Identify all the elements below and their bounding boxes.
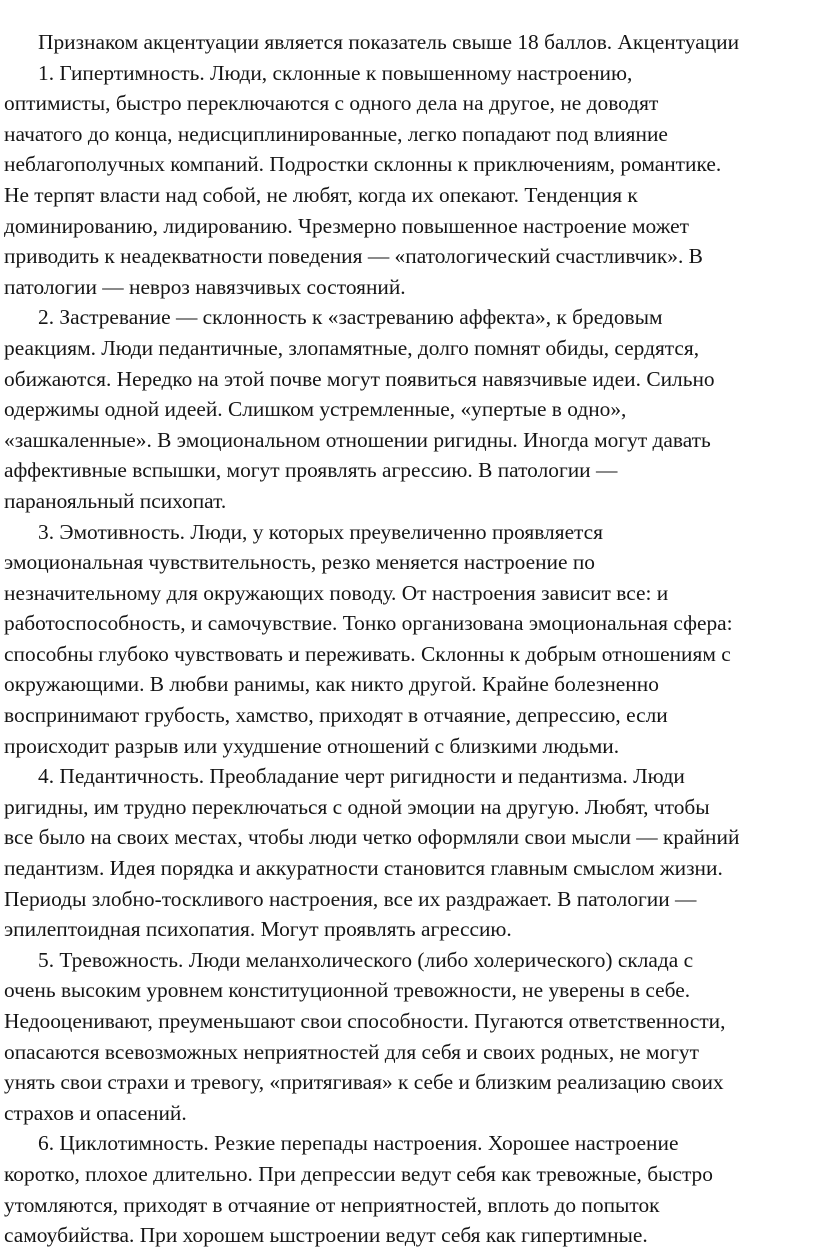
text-line: патологии — невроз навязчивых состояний.	[4, 274, 406, 299]
text-line: доминированию, лидированию. Чрезмерно повышенное настроение может	[4, 213, 690, 238]
text-line: 5. Тревожность. Люди меланхолического (либо холерического) склада с	[38, 947, 694, 972]
text-line: 4. Педантичность. Преобладание черт ригидности и педантизма. Люди	[38, 764, 685, 789]
text-line: 3. Эмотивность. Люди, у которых преувеличенно проявляется	[38, 519, 604, 544]
text-line: самоубийства. При хорошем ьшстроении ведут себя как гипертимные.	[4, 1223, 648, 1248]
text-line: утомляются, приходят в отчаяние от неприятностей, вплоть до попыток	[4, 1192, 660, 1217]
text-line: унять свои страхи и тревогу, «притягивая» к себе и близким реализацию своих	[4, 1070, 724, 1095]
paragraph-4	[0, 761, 816, 945]
intro-paragraph	[0, 27, 816, 58]
text-line: Признаком акцентуации является показатель свыше 18 баллов. Акцентуации	[38, 30, 740, 54]
text-line: Недооценивают, преуменьшают свои способности. Пугаются ответственности,	[4, 1009, 726, 1033]
paragraph-2	[0, 302, 816, 516]
text-line: способны глубоко чувствовать и переживать. Склонны к добрым отношениям с	[4, 641, 731, 666]
text-line: 6. Циклотимность. Резкие перепады настроения. Хорошее настроение	[38, 1131, 679, 1156]
text-line: аффективные вспышки, могут проявлять агрессию. В патологии —	[4, 458, 618, 483]
text-line: оптимисты, быстро переключаются с одного дела на другое, не доводят	[4, 91, 659, 116]
text-line: педантизм. Идея порядка и аккуратности становится главным смыслом жизни.	[4, 856, 723, 881]
text-line: 1. Гипертимность. Люди, склонные к повышенному настроению,	[38, 60, 633, 85]
text-line: окружающими. В любви ранимы, как никто другой. Крайне болезненно	[4, 672, 659, 697]
text-line: одержимы одной идеей. Слишком устремленные, «упертые в одно»,	[4, 397, 627, 422]
text-line: незначительному для окружающих поводу. От настроения зависит все: и	[4, 580, 669, 605]
text-line: коротко, плохое длительно. При депрессии ведут себя как тревожные, быстро	[4, 1161, 713, 1186]
text-line: начатого до конца, недисциплинированные, легко попадают под влияние	[4, 121, 668, 146]
text-line: «зашкаленные». В эмоциональном отношении ригидны. Иногда могут давать	[4, 427, 711, 452]
paragraph-5	[0, 945, 816, 1129]
text-line: приводить к неадекватности поведения — «патологический счастливчик». В	[4, 244, 703, 269]
text-line: происходит разрыв или ухудшение отношений с близкими людьми.	[4, 733, 620, 758]
text-line: паранояльный психопат.	[4, 488, 227, 513]
paragraph-3	[0, 517, 816, 762]
text-line: реакциям. Люди педантичные, злопамятные, долго помнят обиды, сердятся,	[4, 335, 700, 360]
paragraph-list	[0, 58, 816, 1251]
text-line: неблагополучных компаний. Подростки склонны к приключениям, романтике.	[4, 152, 722, 177]
text-line: опасаются всевозможных неприятностей для себя и своих родных, не могут	[4, 1039, 699, 1064]
paragraph-1	[0, 58, 816, 303]
text-line: Не терпят власти над собой, не любят, когда их опекают. Тенденция к	[4, 182, 638, 207]
text-line: обижаются. Нередко на этой почве могут появиться навязчивые идеи. Сильно	[4, 366, 715, 391]
paragraph-6	[0, 1128, 816, 1250]
text-line: все было на своих местах, чтобы люди четко оформляли свои мысли — крайний	[4, 825, 740, 850]
text-line: страхов и опасений.	[4, 1100, 187, 1125]
text-line: ригидны, им трудно переключаться с одной эмоции на другую. Любят, чтобы	[4, 794, 710, 819]
text-line: эмоциональная чувствительность, резко меняется настроение по	[4, 550, 595, 575]
text-line: Периоды злобно-тоскливого настроения, все их раздражает. В патологии —	[4, 886, 697, 911]
text-line: 2. Застревание — склонность к «застреванию аффекта», к бредовым	[38, 305, 663, 330]
text-line: очень высоким уровнем конституционной тревожности, не уверены в себе.	[4, 978, 691, 1003]
text-line: воспринимают грубость, хамство, приходят в отчаяние, депрессию, если	[4, 703, 668, 728]
text-line: работоспособность, и самочувствие. Тонко организована эмоциональная сфера:	[4, 611, 733, 636]
text-line: эпилептоидная психопатия. Могут проявлять агрессию.	[4, 917, 512, 942]
